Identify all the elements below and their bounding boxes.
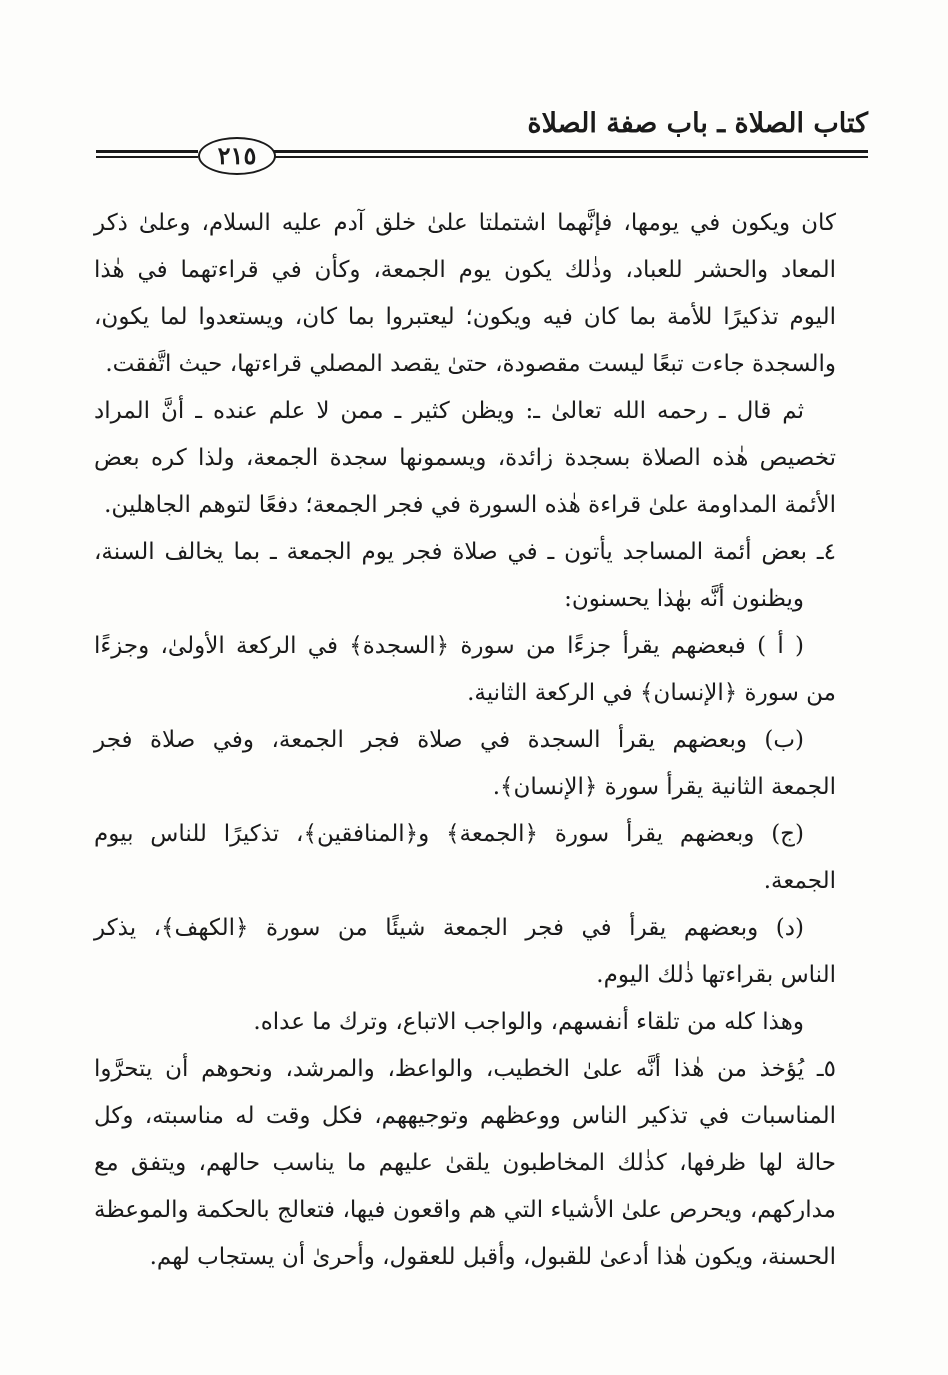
text-line: الأئمة المداومة علىٰ قراءة هٰذه السورة في فجر الجمعة؛ دفعًا لتوهم الجاهلين. [104,492,836,518]
text-line: المناسبات في تذكير الناس ووعظهم وتوجيههم، فكل وقت له مناسبته، وكل [94,1103,836,1129]
page-number: ٢١٥ [198,137,276,175]
text-line: تخصيص هٰذه الصلاة بسجدة زائدة، ويسمونها سجدة الجمعة، ولذا كره بعض [94,445,836,471]
header-rule-left-top [96,150,198,153]
text-line: ثم قال ـ رحمه الله تعالىٰ ـ: ويظن كثير ـ ممن لا علم عنده ـ أنَّ المراد [94,398,804,424]
text-line: وهذا كله من تلقاء أنفسهم، والواجب الاتباع، وترك ما عداه. [253,1009,804,1035]
text-line: الجمعة. [763,868,836,894]
sub-item-b: (ب) وبعضهم يقرأ السجدة في صلاة فجر الجمعة، وفي صلاة فجر [94,727,804,753]
sub-item-c: (ج) وبعضهم يقرأ سورة ﴿الجمعة﴾ و﴿المنافقين﴾، تذكيرًا للناس بيوم [94,821,804,847]
list-item-4: ٤ـ بعض أئمة المساجد يأتون ـ في صلاة فجر يوم الجمعة ـ بما يخالف السنة، [94,539,836,565]
sub-item-a: ( أ ) فبعضهم يقرأ جزءًا من سورة ﴿السجدة﴾ في الركعة الأولىٰ، وجزءًا [94,633,804,659]
text-line: كان ويكون في يومها، فإنَّهما اشتملتا علىٰ خلق آدم عليه السلام، وعلىٰ ذكر [94,210,836,236]
list-item-5: ٥ـ يُؤخذ من هٰذا أنَّه علىٰ الخطيب، والواعظ، والمرشد، ونحوهم أن يتحرَّوا [94,1056,836,1082]
header-rule-right-top [272,150,868,153]
text-line: اليوم تذكيرًا للأمة بما كان فيه ويكون؛ ليعتبروا بما كان، ويستعدوا لما يكون، [94,304,836,330]
body-text [94,200,836,1281]
text-line: من سورة ﴿الإنسان﴾ في الركعة الثانية. [467,680,836,706]
text-line: ويظنون أنَّه بهٰذا يحسنون: [564,586,804,612]
text-line: الحسنة، ويكون هٰذا أدعىٰ للقبول، وأقبل للعقول، وأحرىٰ أن يستجاب لهم. [149,1244,836,1270]
text-line: مداركهم، ويحرص علىٰ الأشياء التي هم واقعون فيها، فتعالج بالحكمة والموعظة [94,1197,836,1223]
text-line: حالة لها ظرفها، كذٰلك المخاطبون يلقىٰ عليهم ما يناسب حالهم، ويتفق مع [94,1150,836,1176]
text-line: الجمعة الثانية يقرأ سورة ﴿الإنسان﴾. [492,774,836,800]
text-line: والسجدة جاءت تبعًا ليست مقصودة، حتىٰ يقصد المصلي قراءتها، حيث اتَّفقت. [105,351,836,377]
text-line: الناس بقراءتها ذٰلك اليوم. [596,962,836,988]
running-title: كتاب الصلاة ـ باب صفة الصلاة [527,108,868,139]
sub-item-d: (د) وبعضهم يقرأ في فجر الجمعة شيئًا من سورة ﴿الكهف﴾، يذكر [94,915,804,941]
header-rule-left-bottom [96,156,198,158]
header-rule-right-bottom [272,156,868,158]
text-line: المعاد والحشر للعباد، وذٰلك يكون يوم الجمعة، وكأن في قراءتهما في هٰذا [94,257,836,283]
